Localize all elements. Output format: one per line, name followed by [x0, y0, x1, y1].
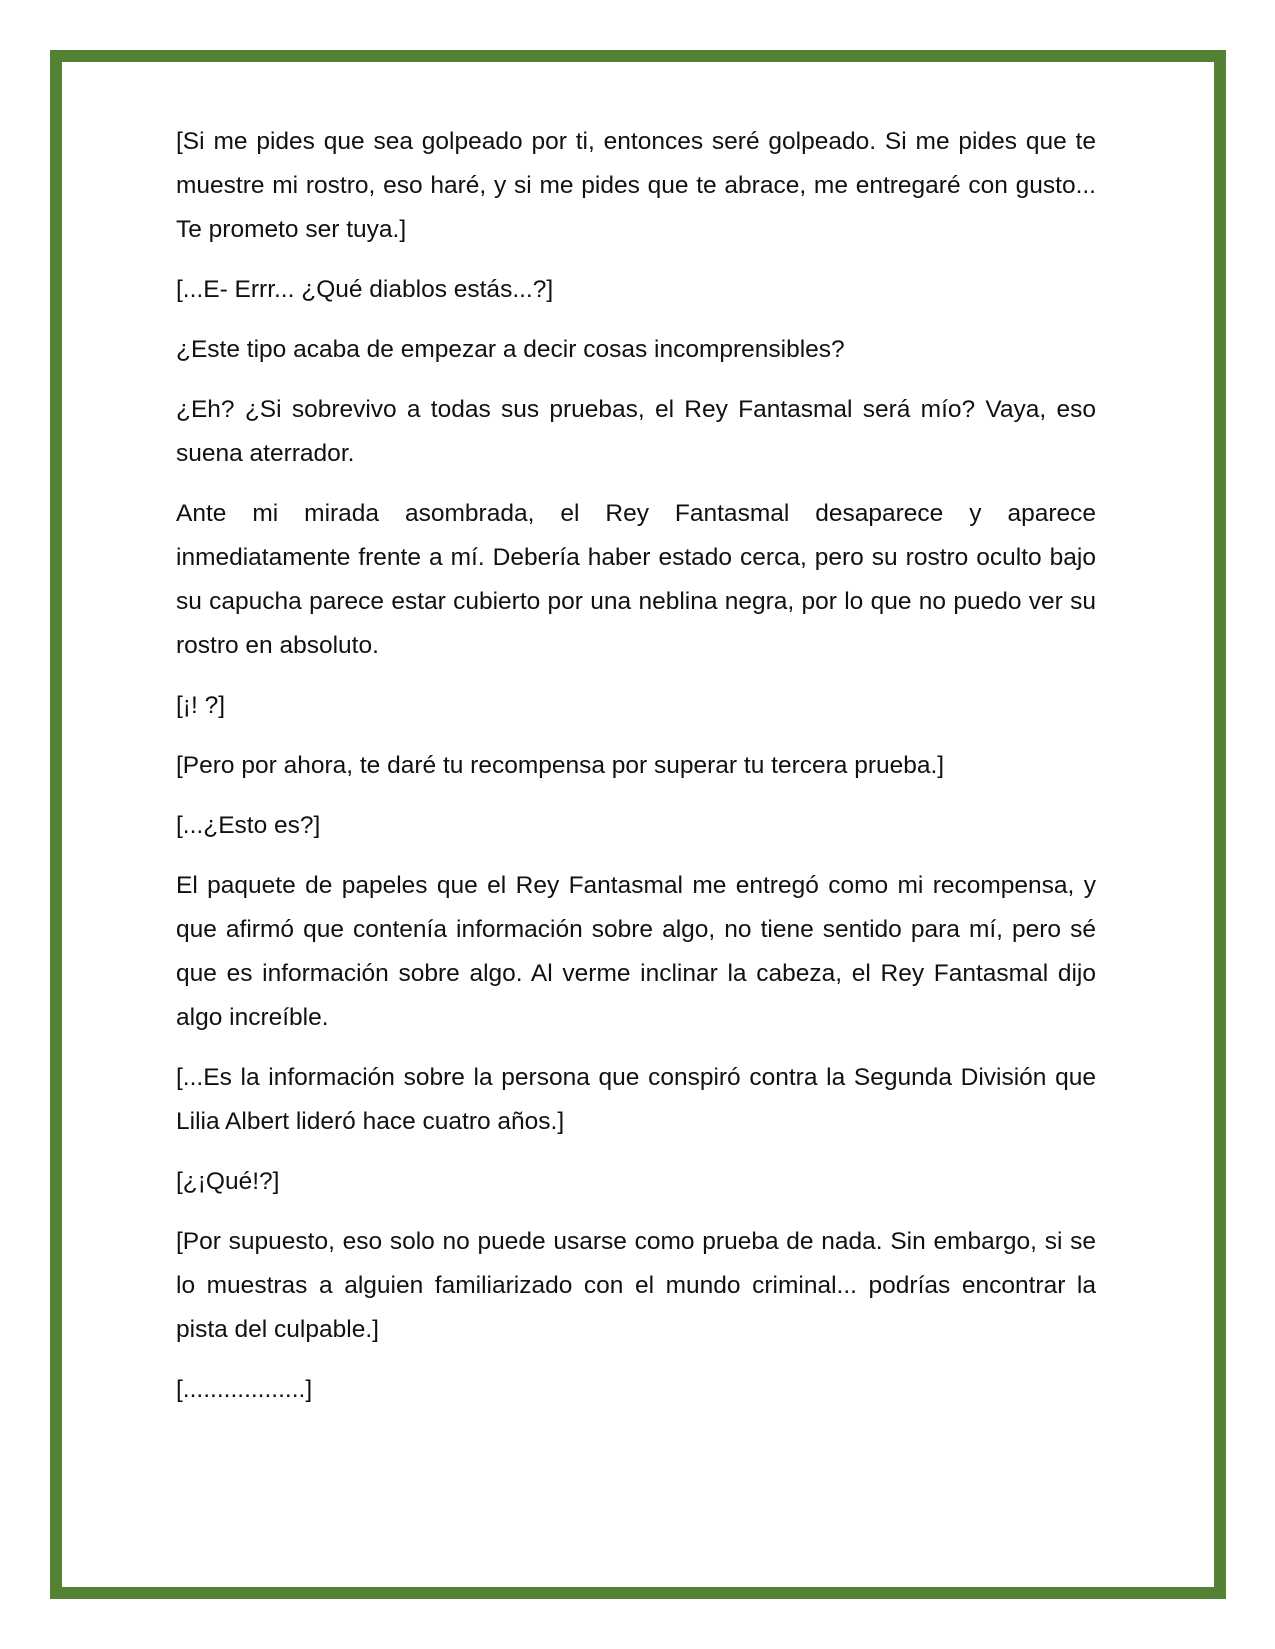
document-body: [176, 120, 1096, 1428]
paragraph: ¿Este tipo acaba de empezar a decir cosas incomprensibles?: [176, 336, 845, 363]
paragraph: [Por supuesto, eso solo no puede usarse como prueba de nada. Sin embargo, si se lo muestras a alguien familiarizado con el mundo criminal... podrías encontrar la pista del culpable.]: [176, 1228, 1096, 1343]
paragraph: [¿¡Qué!?]: [176, 1168, 280, 1195]
paragraph: [...Es la información sobre la persona que conspiró contra la Segunda División que Lilia Albert lideró hace cuatro años.]: [176, 1064, 1096, 1135]
paragraph: [Pero por ahora, te daré tu recompensa por superar tu tercera prueba.]: [176, 752, 945, 779]
paragraph: [...¿Esto es?]: [176, 812, 321, 839]
paragraph: [..................]: [176, 1376, 313, 1403]
paragraph: [...E- Errr... ¿Qué diablos estás...?]: [176, 276, 554, 303]
paragraph: El paquete de papeles que el Rey Fantasmal me entregó como mi recompensa, y que afirmó que contenía información sobre algo, no tiene sentido para mí, pero sé que es información sobre algo. Al verme inclinar la cabeza, el Rey Fantasmal dijo algo increíble.: [176, 872, 1096, 1031]
paragraph: [¡! ?]: [176, 692, 226, 719]
paragraph: ¿Eh? ¿Si sobrevivo a todas sus pruebas, el Rey Fantasmal será mío? Vaya, eso suena aterrador.: [176, 396, 1096, 467]
paragraph: Ante mi mirada asombrada, el Rey Fantasmal desaparece y aparece inmediatamente frente a mí. Debería haber estado cerca, pero su rostro oculto bajo su capucha parece estar cubierto por una neblina negra, por lo que no puedo ver su rostro en absoluto.: [176, 500, 1096, 659]
paragraph: [Si me pides que sea golpeado por ti, entonces seré golpeado. Si me pides que te muestre mi rostro, eso haré, y si me pides que te abrace, me entregaré con gusto... Te prometo ser tuya.]: [176, 128, 1096, 243]
